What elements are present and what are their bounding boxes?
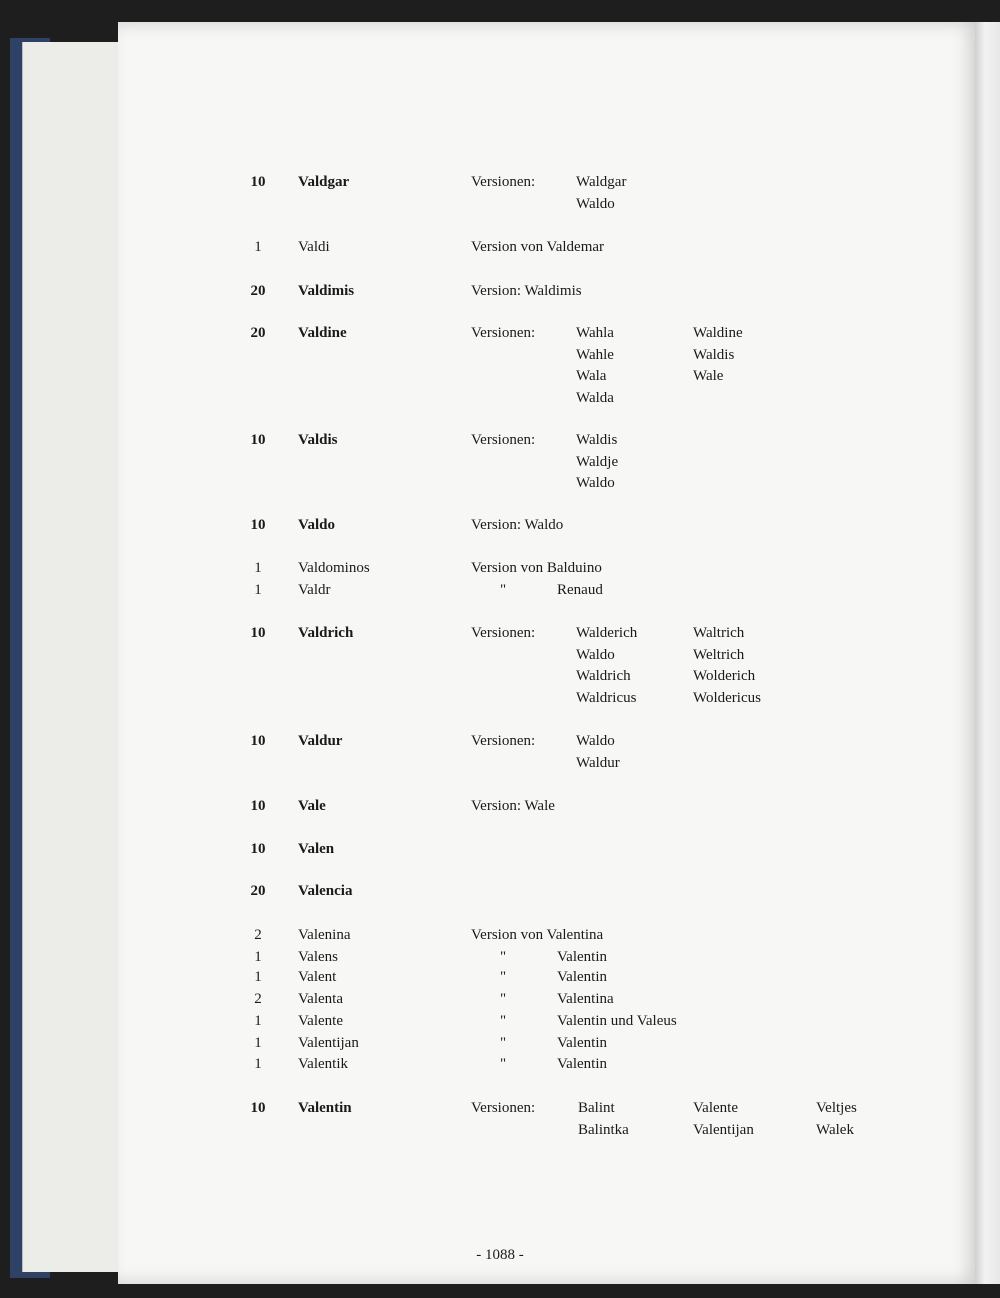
entry-version-name: Walek (816, 1121, 854, 1138)
entry-version-label: " (500, 1013, 507, 1029)
entry-name: Valenta (298, 991, 343, 1007)
entry-name: Vale (298, 798, 326, 814)
entry-version-name: Waldje (576, 453, 619, 470)
entry-name: Valentijan (298, 1035, 359, 1051)
entry-name: Valencia (298, 883, 353, 899)
entry-version-name: Waldo (576, 475, 615, 491)
page-edges (22, 42, 133, 1272)
entry-version-name: Wala (576, 368, 607, 384)
entry-version-label: Versionen: (471, 733, 536, 749)
entry-version-name: Valentin (557, 1035, 607, 1051)
entry-count: 2 (254, 927, 262, 943)
entry-version-name: Waldo (576, 733, 615, 749)
entry-version-label: Version: Waldimis (471, 283, 582, 299)
entry-count: 1 (254, 560, 262, 576)
entry-version-name: Walderich (576, 625, 638, 641)
entry-version-name: Valentin (557, 949, 607, 965)
entry-version-name: Waldur (576, 754, 620, 771)
entry-version-name: Valentin (557, 1056, 607, 1072)
entry-count: 10 (250, 841, 266, 857)
entry-version-name: Valentin (557, 969, 607, 985)
entry-name: Valente (298, 1013, 343, 1029)
entry-version-label: Versionen: (471, 174, 536, 190)
entry-name: Valdis (298, 432, 338, 448)
entry-count: 20 (250, 883, 266, 899)
next-page-edge (975, 22, 1000, 1284)
entry-version-label: " (500, 949, 507, 965)
entry-count: 10 (250, 1100, 266, 1116)
entry-version-name: Waldine (693, 325, 743, 341)
entry-count: 20 (250, 283, 266, 299)
entry-version-name: Renaud (557, 582, 603, 598)
entry-count: 10 (250, 798, 266, 814)
entry-version-name: Waltrich (693, 625, 745, 641)
entry-version-name: Wale (693, 368, 724, 384)
entry-count: 10 (250, 625, 266, 641)
entry-version-name: Waldis (576, 432, 618, 448)
book-page (118, 22, 980, 1284)
entry-name: Valdi (298, 239, 330, 255)
entry-name: Valdrich (298, 625, 354, 641)
entry-name: Valens (298, 949, 338, 965)
entry-name: Valdgar (298, 174, 350, 190)
entry-version-label: " (500, 969, 507, 985)
entry-count: 1 (254, 582, 262, 598)
entry-version-name: Waldgar (576, 174, 627, 190)
entry-count: 1 (254, 1013, 262, 1029)
entry-version-name: Veltjes (816, 1100, 857, 1116)
entry-version-name: Waldo (576, 195, 615, 212)
entry-version-name: Waldricus (576, 689, 637, 706)
entry-count: 10 (250, 174, 266, 190)
entry-version-name: Valentijan (693, 1121, 754, 1138)
entry-version-label: Version von Valdemar (471, 239, 605, 255)
entry-count: 2 (254, 991, 262, 1007)
entry-count: 1 (254, 1056, 262, 1072)
entry-version-name: Wolderich (693, 668, 756, 684)
entry-name: Valdimis (298, 283, 355, 299)
entry-version-label: Version von Balduino (471, 560, 602, 576)
entry-version-name: Valentin und Valeus (557, 1013, 677, 1029)
entry-version-label: Versionen: (471, 1100, 536, 1116)
entry-name: Valent (298, 969, 337, 985)
entry-name: Valdine (298, 325, 347, 341)
entry-count: 1 (254, 949, 262, 965)
page-number: - 1088 - (476, 1247, 524, 1263)
entry-count: 1 (254, 239, 262, 255)
entry-version-name: Waldo (576, 646, 615, 663)
entry-version-label: Versionen: (471, 625, 536, 641)
entry-version-name: Valente (693, 1100, 738, 1116)
entry-count: 10 (250, 432, 266, 448)
entry-version-label: Versionen: (471, 432, 536, 448)
entry-name: Valdr (298, 582, 331, 598)
entry-version-label: " (500, 1035, 507, 1051)
entry-name: Valdur (298, 733, 343, 749)
entry-count: 1 (254, 969, 262, 985)
entry-version-label: Version: Waldo (471, 517, 564, 533)
entry-name: Valdominos (298, 560, 370, 576)
entry-version-name: Waldis (693, 346, 735, 363)
entry-version-name: Wahla (576, 325, 614, 341)
entry-name: Valen (298, 841, 335, 857)
entry-version-name: Weltrich (693, 646, 745, 663)
entry-version-name: Wahle (576, 346, 614, 363)
entry-count: 20 (250, 325, 266, 341)
entry-version-name: Walda (576, 389, 614, 406)
entry-count: 10 (250, 733, 266, 749)
entry-count: 10 (250, 517, 266, 533)
entry-version-name: Waldrich (576, 668, 631, 684)
entry-name: Valentik (298, 1056, 348, 1072)
entry-version-label: Version von Valentina (471, 927, 604, 943)
entry-name: Valdo (298, 517, 335, 533)
entry-version-name: Balint (578, 1100, 615, 1116)
entry-name: Valenina (298, 927, 351, 943)
entry-version-label: " (500, 991, 507, 1007)
entry-version-label: Versionen: (471, 325, 536, 341)
entry-version-label: Version: Wale (471, 798, 555, 814)
entry-name: Valentin (298, 1100, 352, 1116)
entry-version-name: Balintka (578, 1121, 629, 1138)
entry-version-label: " (500, 582, 507, 598)
entry-version-label: " (500, 1056, 507, 1072)
entry-version-name: Valentina (557, 991, 614, 1007)
entry-version-name: Woldericus (693, 689, 761, 706)
entry-count: 1 (254, 1035, 262, 1051)
